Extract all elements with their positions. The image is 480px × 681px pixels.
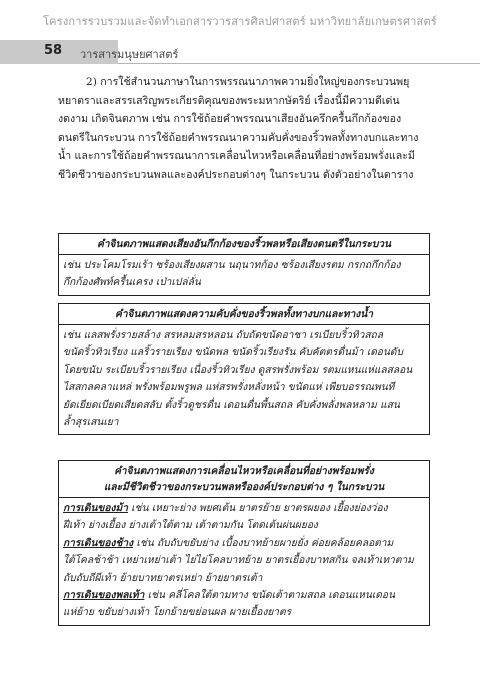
body-line: งดงาม เกิดจินตภาพ เช่น การใช้ถ้อยคำพรรณนาเสียงอันครึกครื้นกึกก้องของ: [58, 113, 402, 126]
table-heading: [59, 461, 429, 498]
table-line: ยัดเยียดเบียดเสียดสลับ ตั้งริ้วดูชรดื่น เดอนดื่นพื้นสถล คับคั่งพลั่งพลหลาม แสน: [63, 399, 400, 411]
item-label-infantry: การเดินของพลเท้า: [63, 589, 145, 602]
table-line: [63, 535, 425, 552]
table-sound-imagery: [58, 233, 430, 296]
table-content: [59, 498, 429, 625]
body-line: น้ำ และการใช้ถ้อยคำพรรณนาการเคลื่อนไหวหรือเคลื่อนที่อย่างพร้อมพรั่งและมี: [58, 150, 415, 163]
body-line: 2) การใช้สำนวนภาษาในการพรรณนาภาพความยิ่งใหญ่ของกระบวนพยุ: [86, 76, 410, 88]
page-strip: [0, 40, 480, 64]
table-line: เช่น แลสพรั่งรายสล้าง สรหลมสรหลอน ถับถัดขนัดอาชา เรเบียบริ้วทิวสถล: [63, 330, 383, 341]
body-line: ชีวิตชีวาของกระบวนพลและองค์ประกอบต่างๆ ในกระบวน ดังตัวอย่างในตาราง: [58, 168, 414, 181]
table-line: ล้ำสุรเสนเยา: [63, 417, 119, 429]
table-movement-imagery: [58, 460, 430, 626]
table-line: โดยขนับ ระเบียบริ้วรายเรียง เนื่องริ้วทิวเรียง ดูสรพรั่งพร้อม รตมแหนแห่แลสลอน: [63, 364, 413, 376]
table-line: กึกก้องศัพท์ครื้นเครง เป่าเปล่ลั่น: [63, 277, 201, 289]
table-heading: คำจินตภาพแสดงเสียงอันกึกก้องของริ้วพลหรือเสียงดนตรีในกระบวน: [59, 234, 429, 255]
table-line: ฝีเท้า ย่างเยื้อง ย่างเต้าใต้ตาม เต้าตามกัน โตดเต้นผ่นผยอง: [63, 520, 318, 532]
body-paragraph: [58, 73, 430, 185]
table-heading-line: และมีชีวิตชีวาของกระบวนพลหรือองค์ประกอบต่าง ๆ ในกระบวน: [103, 481, 385, 493]
item-label-elephant: การเดินของช้าง: [63, 536, 134, 549]
item-text: เช่น คลี่โคลใต้ตามทาง ขนัดเต้าตามสถล เดอนแหนเดอน: [147, 590, 395, 602]
table-content: [59, 325, 429, 434]
table-heading-line: คำจินตภาพแสดงการเคลื่อนไหวหรือเคลื่อนที่อย่างพร้อมพรั่ง: [114, 465, 374, 477]
item-label-horse: การเดินของม้า: [63, 502, 128, 514]
table-line: [63, 500, 425, 517]
item-text: เช่น เหยาะย่าง พยศเต้น ยาตรย้าย ยาตรผยอง เยื้องย่องว่อง: [131, 503, 388, 514]
table-line: ถับถับถีผีเท้า ย้ายบาทยาตรเหย่า ย้ายยาตรเต้า: [63, 572, 263, 584]
table-line: เช่น ประโคมโรมเร้า ซร้องเสียงผสาน นฤนาทก้อง ซร้องเสียงรตม กรกถกึกก้อง: [63, 260, 401, 271]
table-heading: คำจินตภาพแสดงความคับคั่งของริ้วพลทั้งทางบกและทางน้ำ: [59, 304, 429, 325]
body-line: ดนตรีในกระบวน การใช้ถ้อยคำพรรณนาความคับคั่งของริ้วพลทั้งทางบกและทาง: [58, 131, 419, 144]
journal-name: วารสารมนุษยศาสตร์: [80, 48, 179, 61]
item-text: เช่น ถับถับขยับย่าง เบื้องบาทย้ายผายยั่ง ค่อยคล้อยคลอตาม: [136, 537, 394, 549]
table-content: [59, 255, 429, 295]
table-line: ขนัดริ้วทิวเรียง แลริ้วรายเรียง ขนัดพล ขนัดริ้วเรียงรัน คับคัตตรดื่นม้า เดอนดับ: [63, 347, 403, 359]
table-line: [63, 587, 425, 604]
table-line: ไสสกลคลาแหล่ พรั่งพร้อมพรูพล แห่สรพรั่งหลั่งหน้า ขนัดแห่ เพียบอรรณพนที: [63, 382, 395, 394]
table-procession-density: [58, 303, 430, 435]
header-rule: [118, 63, 480, 64]
page-number: 58: [44, 43, 63, 58]
table-line: ใต้โคลช้าช้า เหย่าเหย่าเต้า ไย่ไย่โคลบาทย้าย ยาตรเยื้องบาทสกิน จลเท้าเทาตาม: [63, 555, 414, 567]
running-header: โครงการรวบรวมและจัดทำเอกสารวารสารศิลปศาสตร์ มหาวิทยาลัยเกษตรศาสตร์: [43, 15, 437, 28]
body-line: หยาตราและสรรเสริญพระเกียรติคุณของพระมหากษัตริย์ เรื่องนี้มีความดีเด่น: [58, 94, 400, 107]
table-line: แห่ย้าย ขยับย่างเท้า โยกย้ายขย่อนผล ผายเยื้องยาตร: [63, 607, 292, 619]
